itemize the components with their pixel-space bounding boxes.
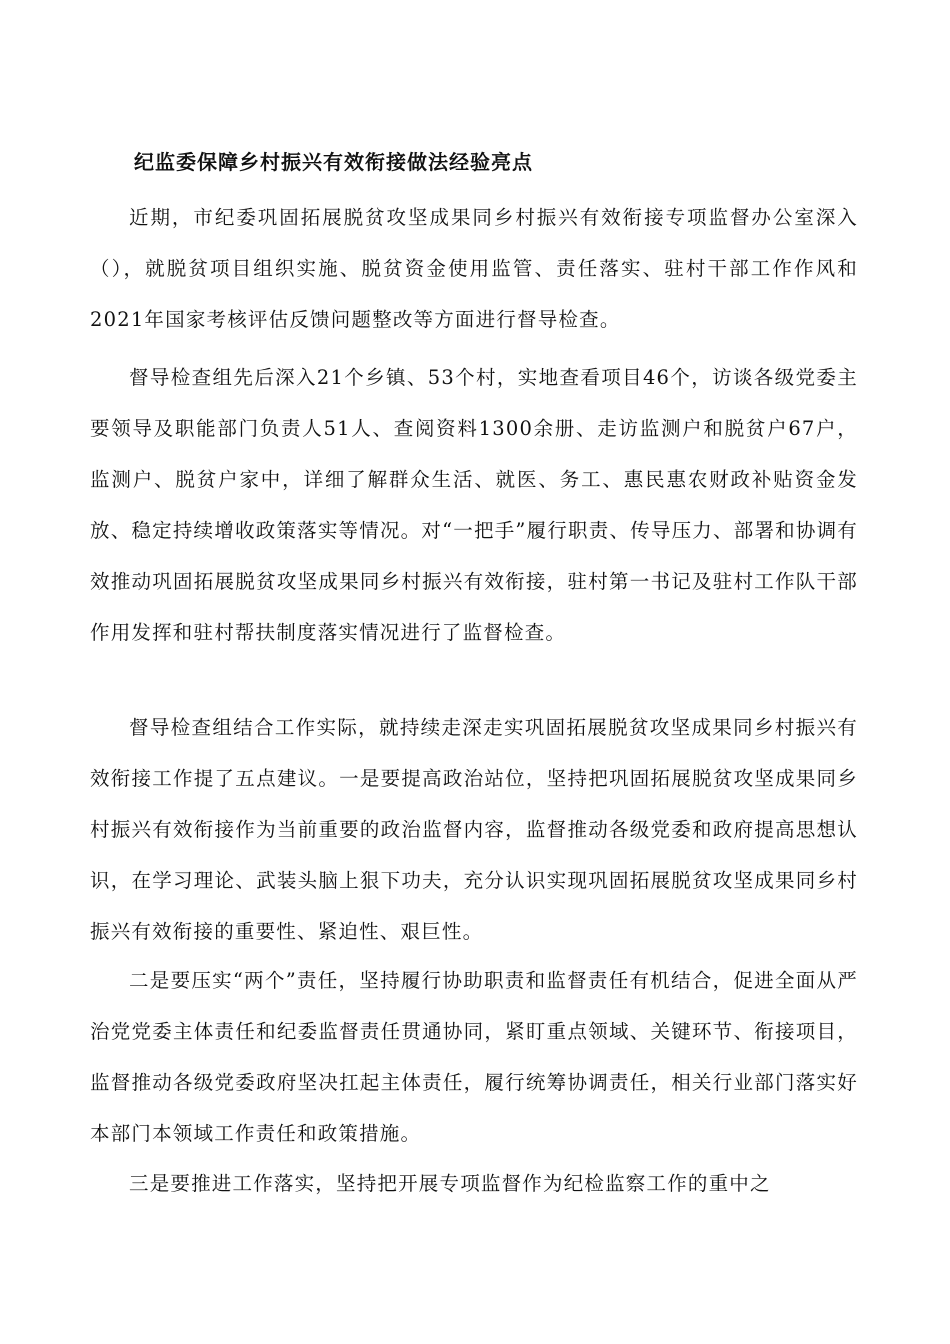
paragraph-3: 督导检查组结合工作实际，就持续走深走实巩固拓展脱贫攻坚成果同乡村振兴有效衔接工作提了五点建议。一是要提高政治站位，坚持把巩固拓展脱贫攻坚成果同乡村振兴有效衔接作为当前重要的政治监督内容，监督推动各级党委和政府提高思想认识，在学习理论、武装头脑上狠下功夫，充分认识实现巩固拓展脱贫攻坚成果同乡村振兴有效衔接的重要性、紧迫性、艰巨性。 <box>90 716 858 943</box>
paragraph-5: 三是要推进工作落实，坚持把开展专项监督作为纪检监察工作的重中之 <box>129 1172 771 1195</box>
paragraph-4: 二是要压实“两个”责任，坚持履行协助职责和监督责任有机结合，促进全面从严治党党委主体责任和纪委监督责任贯通协同，紧盯重点领域、关键环节、衔接项目，监督推动各级党委政府坚决扛起主体责任，履行统筹协调责任，相关行业部门落实好本部门本领域工作责任和政策措施。 <box>90 969 858 1145</box>
document-title: 纪监委保障乡村振兴有效衔接做法经验亮点 <box>134 150 533 174</box>
paragraph-1: 近期，市纪委巩固拓展脱贫攻坚成果同乡村振兴有效衔接专项监督办公室深入（），就脱贫项目组织实施、脱贫资金使用监管、责任落实、驻村干部工作作风和2021年国家考核评估反馈问题整改等方面进行督导检查。 <box>90 206 858 331</box>
paragraph-2: 督导检查组先后深入21个乡镇、53个村，实地查看项目46个，访谈各级党委主要领导及职能部门负责人51人、查阅资料1300余册、走访监测户和脱贫户67户，监测户、脱贫户家中，详细了解群众生活、就医、务工、惠民惠农财政补贴资金发放、稳定持续增收政策落实等情况。对“一把手”履行职责、传导压力、部署和协调有效推动巩固拓展脱贫攻坚成果同乡村振兴有效衔接，驻村第一书记及驻村工作队干部作用发挥和驻村帮扶制度落实情况进行了监督检查。 <box>90 366 858 644</box>
